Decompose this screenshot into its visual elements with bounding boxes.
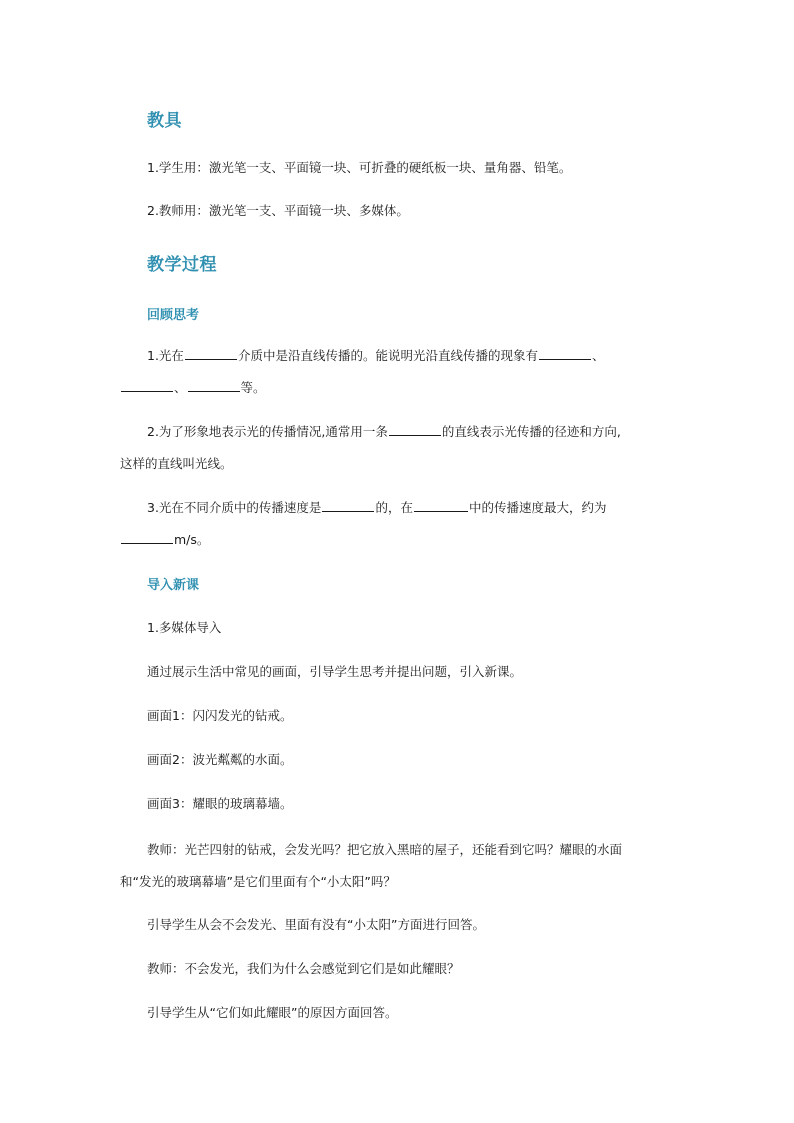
intro-line-scene-2: 画面2：波光粼粼的水面。 bbox=[147, 752, 293, 767]
q1-text-a: 1.光在 bbox=[147, 348, 184, 363]
subheading-review: 回顾思考 bbox=[147, 308, 200, 323]
fill-blank bbox=[121, 377, 173, 392]
q3-text-a: 3.光在不同介质中的传播速度是 bbox=[147, 500, 322, 515]
intro-line-multimedia: 1.多媒体导入 bbox=[147, 620, 222, 635]
tools-item-teacher: 2.教师用：激光笔一支、平面镜一块、多媒体。 bbox=[147, 203, 409, 218]
intro-line-scene-3: 画面3：耀眼的玻璃幕墙。 bbox=[147, 796, 293, 811]
q1-text-e: 等。 bbox=[240, 380, 266, 395]
review-question-3 bbox=[147, 492, 606, 524]
review-question-3-cont bbox=[120, 524, 209, 556]
q3-text-d: m/s。 bbox=[174, 532, 210, 547]
fill-blank bbox=[188, 377, 240, 392]
q2-text-a: 2.为了形象地表示光的传播情况,通常用一条 bbox=[147, 424, 388, 439]
guide-line-2: 引导学生从“它们如此耀眼”的原因方面回答。 bbox=[147, 1005, 398, 1020]
fill-blank bbox=[389, 421, 441, 436]
q1-text-c: 、 bbox=[591, 348, 605, 363]
heading-teaching-process: 教学过程 bbox=[147, 255, 217, 275]
q3-text-c: 中的传播速度最大，约为 bbox=[468, 500, 607, 515]
tools-item-students: 1.学生用：激光笔一支、平面镜一块、可折叠的硬纸板一块、量角器、铅笔。 bbox=[147, 160, 572, 175]
fill-blank bbox=[322, 497, 374, 512]
review-question-1-cont bbox=[120, 372, 266, 404]
q3-text-b: 的，在 bbox=[375, 500, 413, 515]
intro-line-scene-1: 画面1：闪闪发光的钻戒。 bbox=[147, 708, 293, 723]
teacher-question-1: 教师：光芒四射的钻戒，会发光吗？把它放入黑暗的屋子，还能看到它吗？耀眼的水面 bbox=[147, 842, 623, 857]
fill-blank bbox=[539, 345, 591, 360]
teacher-question-1-cont: 和“发光的玻璃幕墙”是它们里面有个“小太阳”吗？ bbox=[120, 874, 396, 889]
review-question-2 bbox=[147, 416, 621, 448]
review-question-2-cont: 这样的直线叫光线。 bbox=[120, 456, 233, 471]
review-question-1 bbox=[147, 340, 604, 372]
fill-blank bbox=[121, 529, 173, 544]
fill-blank bbox=[414, 497, 468, 512]
guide-line-1: 引导学生从会不会发光、里面有没有“小太阳”方面进行回答。 bbox=[147, 917, 485, 932]
q1-text-d: 、 bbox=[174, 380, 187, 395]
q2-text-b: 的直线表示光传播的径迹和方向, bbox=[441, 424, 621, 439]
q1-text-b: 介质中是沿直线传播的。能说明光沿直线传播的现象有 bbox=[237, 348, 538, 363]
intro-line-description: 通过展示生活中常见的画面，引导学生思考并提出问题，引入新课。 bbox=[147, 664, 523, 679]
teacher-question-2: 教师：不会发光，我们为什么会感觉到它们是如此耀眼？ bbox=[147, 961, 460, 976]
heading-teaching-tools: 教具 bbox=[147, 111, 182, 131]
fill-blank bbox=[185, 345, 237, 360]
subheading-intro: 导入新课 bbox=[147, 578, 200, 593]
